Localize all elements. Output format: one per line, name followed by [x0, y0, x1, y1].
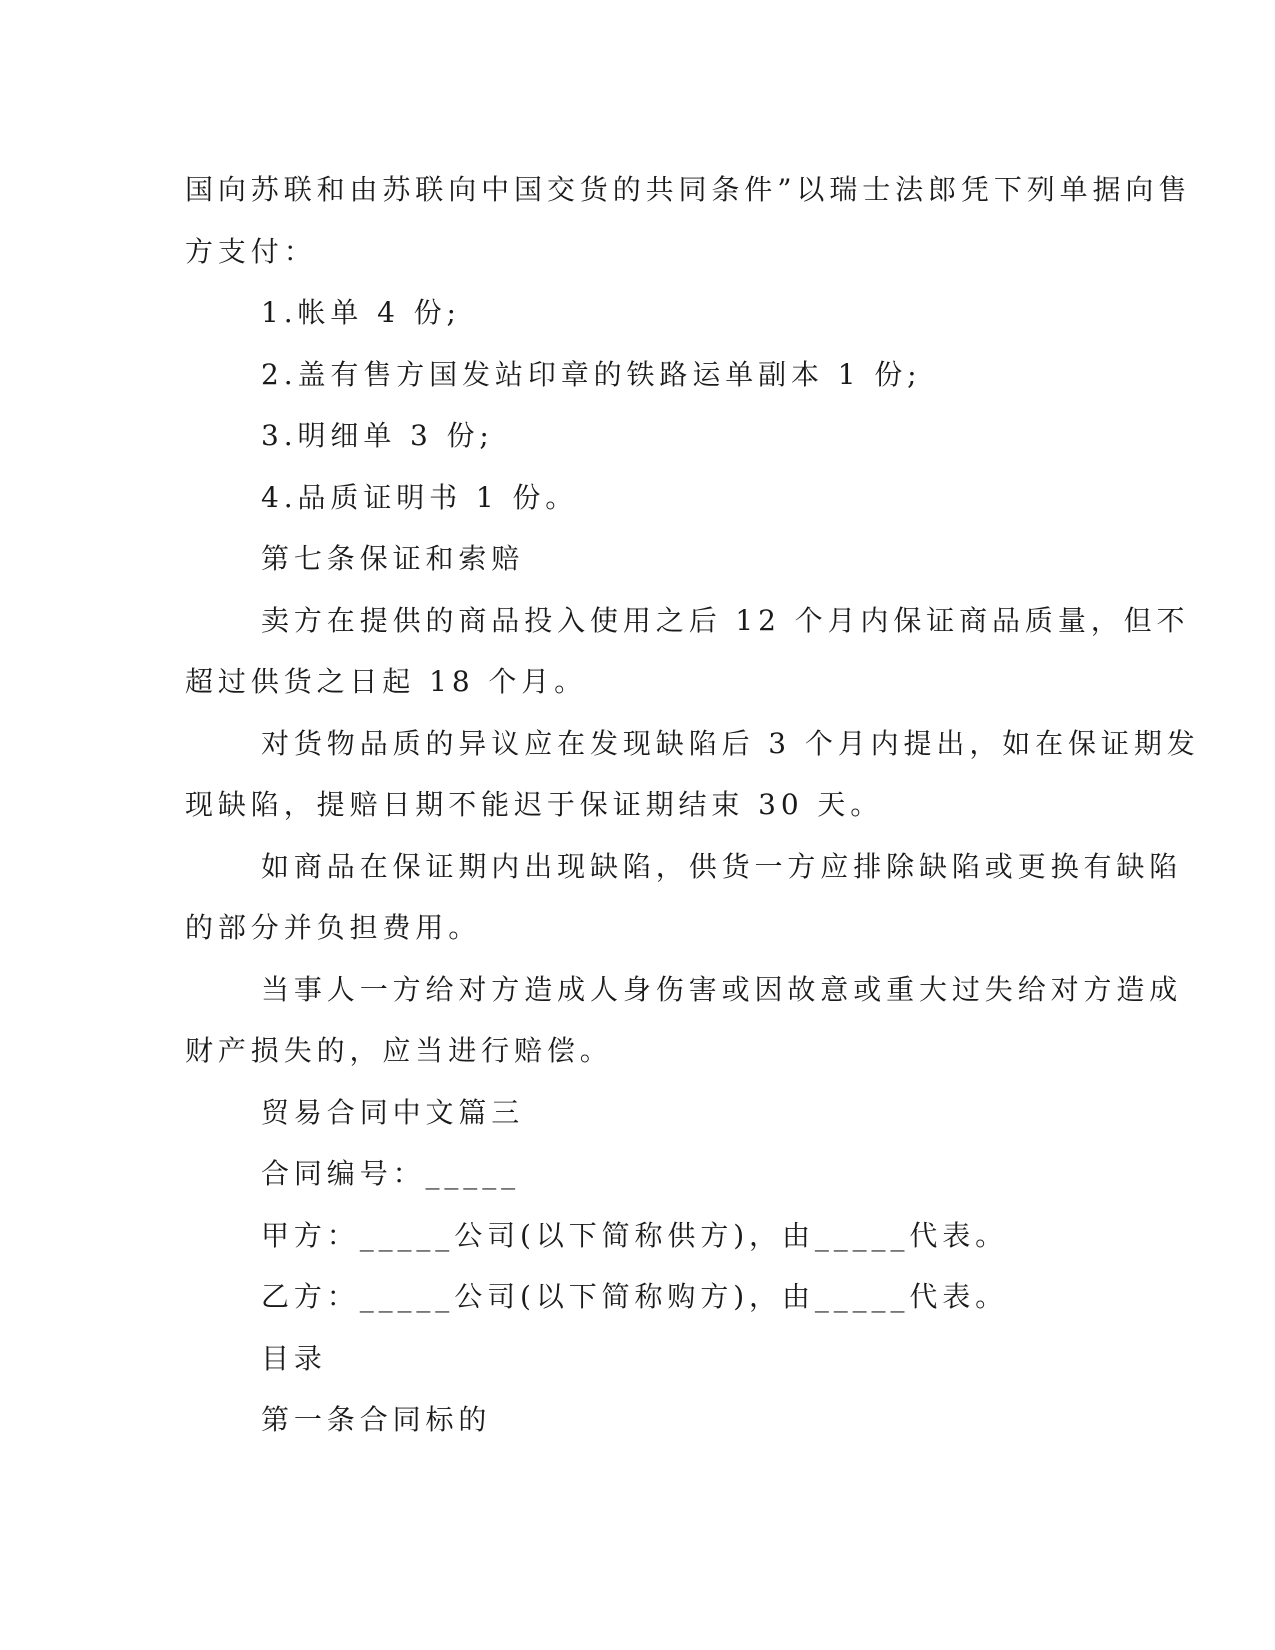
party-a-line: 甲方：_____公司(以下简称供方)，由_____代表。 — [261, 1218, 1009, 1252]
list-item: 3.明细单 3 份; — [261, 419, 494, 452]
paragraph-line: 对货物品质的异议应在发现缺陷后 3 个月内提出，如在保证期发 — [261, 726, 1200, 760]
list-item: 4.品质证明书 1 份。 — [261, 480, 579, 514]
contract-number-line: 合同编号：_____ — [261, 1157, 521, 1190]
paragraph-line: 当事人一方给对方造成人身伤害或因故意或重大过失给对方造成 — [261, 972, 1183, 1006]
paragraph-line: 财产损失的，应当进行赔偿。 — [185, 1034, 613, 1067]
list-item: 2.盖有售方国发站印章的铁路运单副本 1 份; — [261, 357, 922, 391]
section-heading: 第七条保证和索赔 — [261, 542, 525, 575]
table-of-contents-heading: 目录 — [261, 1341, 327, 1375]
paragraph-line: 方支付： — [185, 234, 317, 268]
paragraph-line: 的部分并负担费用。 — [185, 911, 482, 944]
document-body — [185, 159, 1200, 1451]
list-item: 1.帐单 4 份; — [261, 296, 461, 329]
paragraph-line: 现缺陷，提赔日期不能迟于保证期结束 30 天。 — [185, 788, 884, 821]
paragraph-line: 卖方在提供的商品投入使用之后 12 个月内保证商品质量，但不 — [261, 603, 1190, 637]
paragraph-line: 国向苏联和由苏联向中国交货的共同条件”以瑞士法郎凭下列单据向售 — [185, 173, 1192, 206]
toc-item: 第一条合同标的 — [261, 1403, 492, 1436]
document-section-title: 贸易合同中文篇三 — [261, 1095, 525, 1129]
paragraph-line: 如商品在保证期内出现缺陷，供货一方应排除缺陷或更换有缺陷 — [261, 849, 1183, 883]
party-b-line: 乙方：_____公司(以下简称购方)，由_____代表。 — [261, 1280, 1009, 1313]
paragraph-line: 超过供货之日起 18 个月。 — [185, 665, 588, 698]
